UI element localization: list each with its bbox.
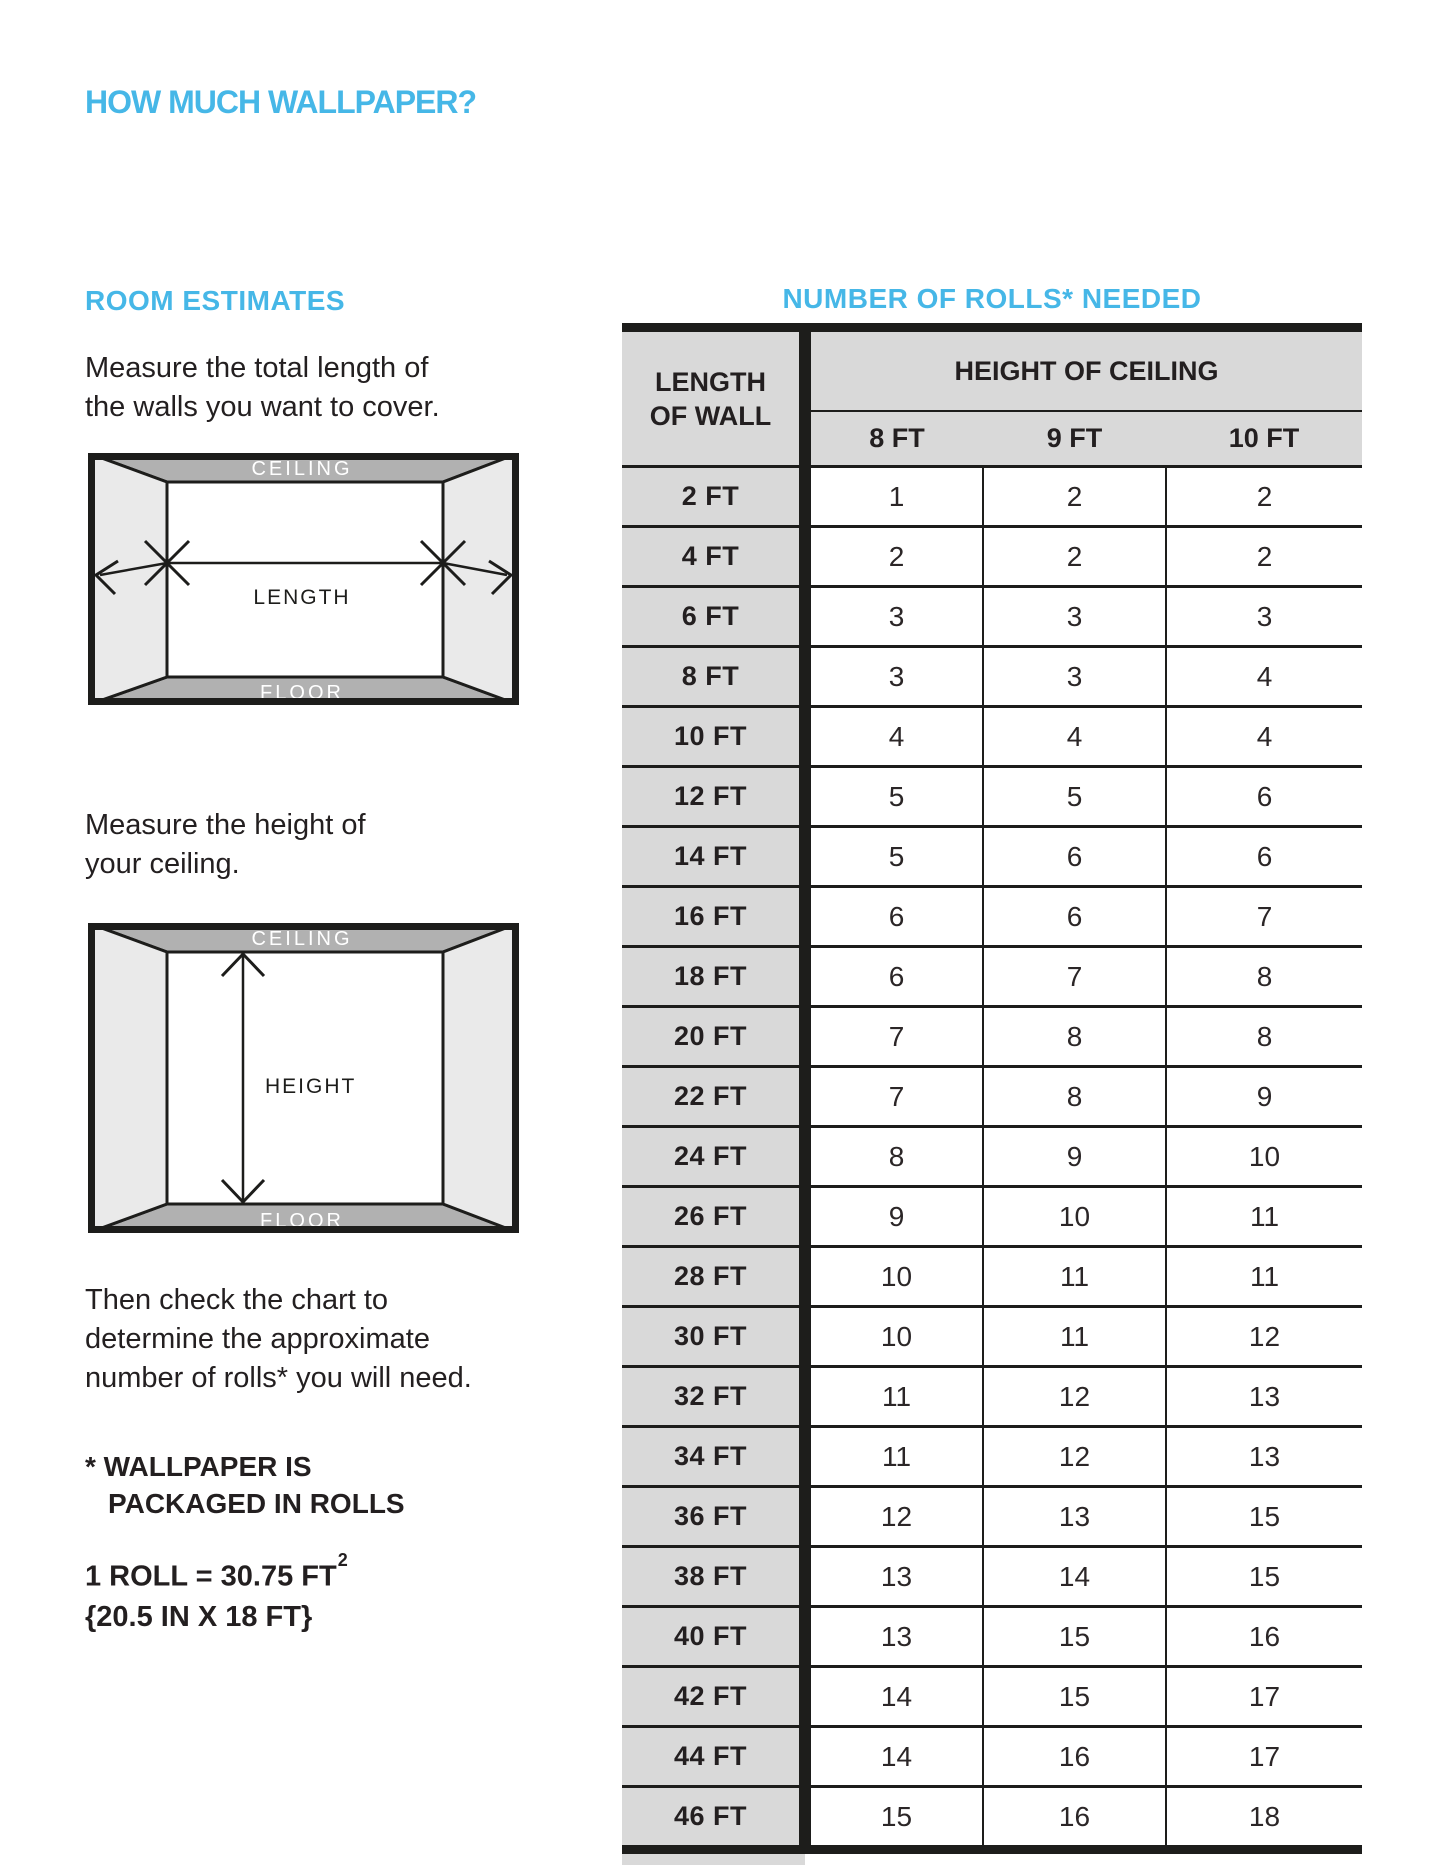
left-wall [88, 923, 167, 1233]
rolls-value: 9 [983, 1127, 1166, 1187]
table-row [622, 467, 1362, 527]
roll-size-info [85, 1549, 347, 1637]
rolls-table-head [622, 328, 1362, 467]
table-row [622, 1067, 1362, 1127]
instruction-line: number of rolls* you will need. [85, 1362, 472, 1394]
wall-length-label: 14 FT [622, 827, 805, 887]
rolls-value: 15 [983, 1667, 1166, 1727]
rolls-value: 8 [805, 1127, 983, 1187]
instruction-check-chart [85, 1281, 472, 1398]
rolls-value: 2 [983, 527, 1166, 587]
rolls-value: 2 [805, 527, 983, 587]
floor-label: FLOOR [260, 682, 344, 704]
rolls-value: 4 [983, 707, 1166, 767]
rolls-value: 3 [983, 587, 1166, 647]
ceiling-label: CEILING [251, 458, 353, 480]
superscript-2: 2 [337, 1550, 348, 1570]
rolls-value: 10 [805, 1307, 983, 1367]
instruction-line: Measure the total length of [85, 352, 429, 384]
rolls-value: 11 [1166, 1187, 1362, 1247]
page-title: HOW MUCH WALLPAPER? [85, 84, 477, 120]
table-row [622, 887, 1362, 947]
rolls-value: 5 [983, 767, 1166, 827]
back-wall [167, 482, 443, 677]
rolls-value: 2 [1166, 527, 1362, 587]
rolls-value: 18 [1166, 1787, 1362, 1850]
rolls-needed-heading: NUMBER OF ROLLS* NEEDED [782, 283, 1202, 314]
wall-length-label: 18 FT [622, 947, 805, 1007]
rolls-value: 7 [805, 1067, 983, 1127]
ceiling-label: CEILING [251, 928, 353, 950]
rolls-value: 6 [805, 947, 983, 1007]
table-row [622, 1607, 1362, 1667]
rolls-value: 7 [805, 1007, 983, 1067]
instruction-line: Then check the chart to [85, 1284, 389, 1316]
rolls-value: 1 [805, 467, 983, 527]
right-wall [443, 923, 519, 1233]
wall-length-label: 42 FT [622, 1667, 805, 1727]
rolls-value: 2 [1166, 467, 1362, 527]
roll-dimensions-line: {20.5 IN X 18 FT} [85, 1600, 313, 1633]
wall-length-label: 32 FT [622, 1367, 805, 1427]
rolls-value: 3 [805, 587, 983, 647]
wall-length-label: 40 FT [622, 1607, 805, 1667]
rolls-value: 6 [1166, 767, 1362, 827]
column-header-10ft: 10 FT [1166, 411, 1362, 467]
instruction-line: your ceiling. [85, 848, 240, 880]
table-row [622, 527, 1362, 587]
table-row [622, 947, 1362, 1007]
rolls-value: 13 [983, 1487, 1166, 1547]
table-row [622, 1127, 1362, 1187]
floor-label: FLOOR [260, 1210, 344, 1232]
rolls-value: 10 [805, 1247, 983, 1307]
wall-length-label: 22 FT [622, 1067, 805, 1127]
rolls-value: 6 [1166, 827, 1362, 887]
rolls-value: 13 [1166, 1367, 1362, 1427]
rolls-value: 7 [1166, 887, 1362, 947]
rolls-value: 16 [1166, 1607, 1362, 1667]
room-diagram-height [88, 923, 519, 1233]
rolls-value: 16 [983, 1727, 1166, 1787]
table-row [622, 707, 1362, 767]
rolls-value: 6 [805, 887, 983, 947]
wall-length-label: 26 FT [622, 1187, 805, 1247]
wall-length-label: 46 FT [622, 1787, 805, 1850]
instruction-line: the walls you want to cover. [85, 391, 440, 423]
footnote-line: PACKAGED IN ROLLS [108, 1488, 405, 1519]
wall-length-label: 34 FT [622, 1427, 805, 1487]
rolls-table [622, 323, 1362, 1854]
instruction-measure-height [85, 806, 366, 884]
height-of-ceiling-header: HEIGHT OF CEILING [805, 328, 1362, 412]
rolls-value: 15 [805, 1787, 983, 1850]
rolls-value: 4 [1166, 707, 1362, 767]
rolls-value: 17 [1166, 1667, 1362, 1727]
wall-length-label: 8 FT [622, 647, 805, 707]
rolls-value: 12 [983, 1427, 1166, 1487]
rolls-value: 15 [1166, 1547, 1362, 1607]
rolls-value: 13 [805, 1607, 983, 1667]
wall-length-label: 24 FT [622, 1127, 805, 1187]
rolls-value: 8 [983, 1067, 1166, 1127]
wall-length-label: 2 FT [622, 467, 805, 527]
table-row [622, 767, 1362, 827]
rolls-value: 8 [1166, 947, 1362, 1007]
rolls-value: 10 [1166, 1127, 1362, 1187]
rolls-value: 15 [1166, 1487, 1362, 1547]
table-row [622, 1187, 1362, 1247]
rolls-value: 14 [805, 1667, 983, 1727]
wall-length-label: 38 FT [622, 1547, 805, 1607]
rolls-value: 9 [1166, 1067, 1362, 1127]
rolls-value: 14 [805, 1727, 983, 1787]
rolls-value: 11 [805, 1427, 983, 1487]
length-of-wall-header [622, 328, 805, 467]
height-label: HEIGHT [265, 1075, 357, 1098]
rolls-value: 5 [805, 767, 983, 827]
header-line: LENGTH [655, 366, 766, 397]
rolls-value: 5 [805, 827, 983, 887]
rolls-value: 2 [983, 467, 1166, 527]
table-row [622, 1367, 1362, 1427]
rolls-value: 14 [983, 1547, 1166, 1607]
wall-length-label: 4 FT [622, 527, 805, 587]
table-row [622, 1667, 1362, 1727]
rolls-value: 11 [983, 1247, 1166, 1307]
rolls-value: 4 [1166, 647, 1362, 707]
table-row [622, 647, 1362, 707]
wall-length-label: 16 FT [622, 887, 805, 947]
instruction-line: Measure the height of [85, 809, 366, 841]
table-row [622, 587, 1362, 647]
wall-length-label: 6 FT [622, 587, 805, 647]
table-row [622, 1547, 1362, 1607]
rolls-value: 12 [983, 1367, 1166, 1427]
rolls-value: 9 [805, 1187, 983, 1247]
rolls-value: 12 [1166, 1307, 1362, 1367]
instruction-line: determine the approximate [85, 1323, 430, 1355]
rolls-value: 11 [1166, 1247, 1362, 1307]
rolls-value: 12 [805, 1487, 983, 1547]
rolls-table-body [622, 467, 1362, 1850]
room-diagram-length [88, 453, 519, 705]
table-row [622, 827, 1362, 887]
rolls-value: 7 [983, 947, 1166, 1007]
length-label: LENGTH [253, 586, 351, 609]
footnote-line: * WALLPAPER IS [85, 1451, 312, 1482]
rolls-value: 3 [1166, 587, 1362, 647]
wall-length-label: 20 FT [622, 1007, 805, 1067]
column-header-9ft: 9 FT [983, 411, 1166, 467]
column-header-8ft: 8 FT [805, 411, 983, 467]
wall-length-label: 12 FT [622, 767, 805, 827]
rolls-value: 13 [805, 1547, 983, 1607]
table-row [622, 1007, 1362, 1067]
table-row [622, 1307, 1362, 1367]
rolls-value: 8 [983, 1007, 1166, 1067]
roll-size-line: 1 ROLL = 30.75 FT [85, 1560, 337, 1593]
rolls-value: 3 [805, 647, 983, 707]
wall-length-label: 30 FT [622, 1307, 805, 1367]
table-row [622, 1247, 1362, 1307]
rolls-value: 4 [805, 707, 983, 767]
rolls-value: 11 [983, 1307, 1166, 1367]
rolls-value: 16 [983, 1787, 1166, 1850]
wall-length-label: 36 FT [622, 1487, 805, 1547]
wallpaper-rolls-footnote [85, 1448, 405, 1522]
rolls-value: 3 [983, 647, 1166, 707]
rolls-value: 6 [983, 827, 1166, 887]
rolls-value: 15 [983, 1607, 1166, 1667]
rolls-value: 10 [983, 1187, 1166, 1247]
rolls-table-section [622, 283, 1362, 1865]
table-row [622, 1427, 1362, 1487]
rolls-value: 8 [1166, 1007, 1362, 1067]
wall-length-label: 44 FT [622, 1727, 805, 1787]
table-row [622, 1487, 1362, 1547]
table-footer-gray-stub [622, 1854, 805, 1865]
table-row [622, 1727, 1362, 1787]
rolls-value: 17 [1166, 1727, 1362, 1787]
instruction-measure-length [85, 349, 440, 427]
wall-length-label: 28 FT [622, 1247, 805, 1307]
header-line: OF WALL [649, 400, 772, 431]
rolls-value: 6 [983, 887, 1166, 947]
wall-length-label: 10 FT [622, 707, 805, 767]
rolls-value: 13 [1166, 1427, 1362, 1487]
room-estimates-heading: ROOM ESTIMATES [85, 285, 346, 316]
rolls-value: 11 [805, 1367, 983, 1427]
table-row [622, 1787, 1362, 1850]
